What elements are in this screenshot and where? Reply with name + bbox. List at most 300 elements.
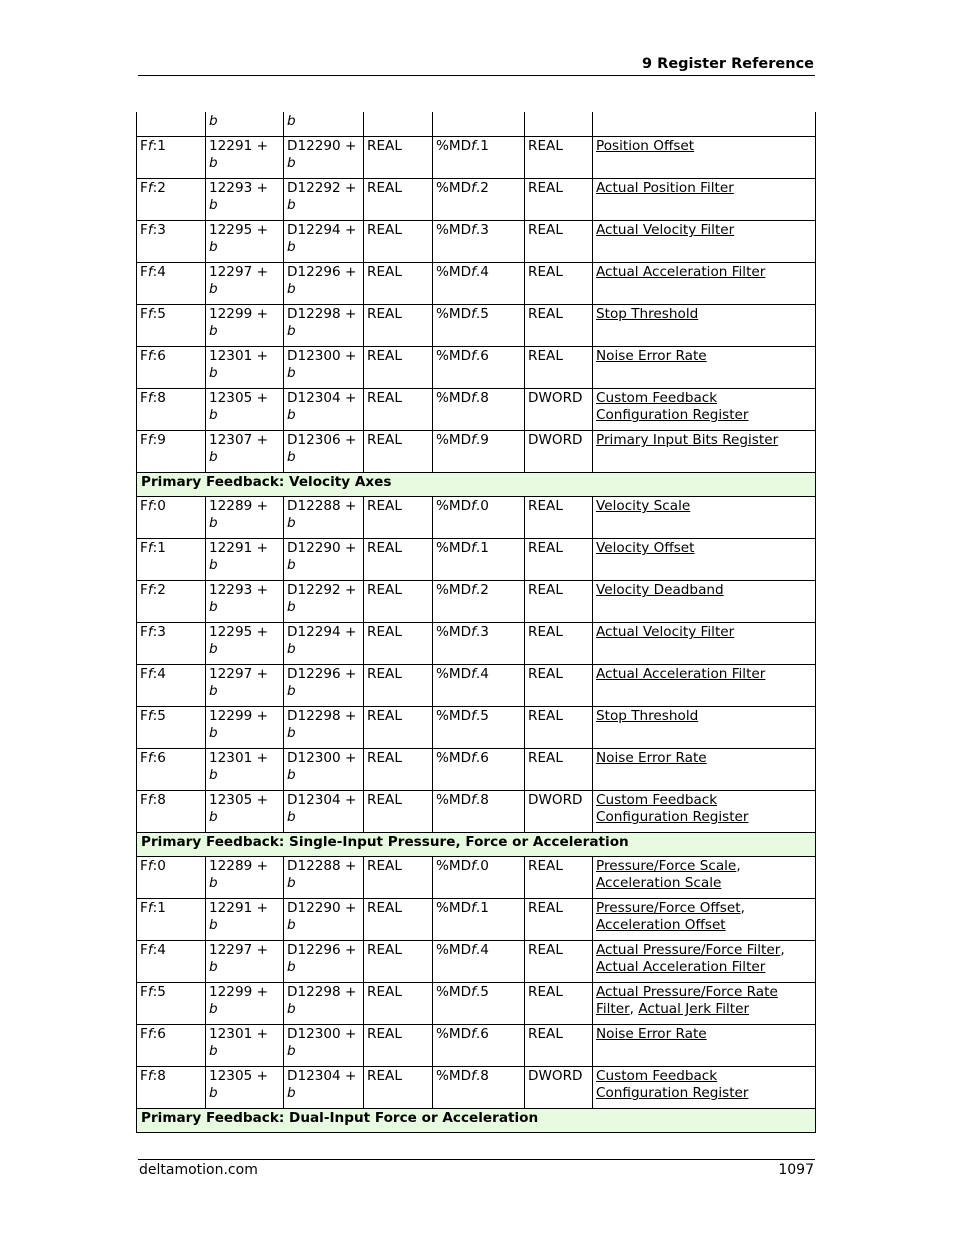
description-link[interactable]: Acceleration Scale [596,875,722,891]
cell-type2 [525,112,593,137]
description-link[interactable]: Primary Input Bits Register [596,432,779,448]
cell-register: Ff:3 [137,221,206,263]
cell-dregister [284,581,364,623]
address-value: 12299 + [209,708,268,724]
b-suffix: b [209,557,218,573]
b-suffix: b [287,323,296,339]
section-title: Primary Feedback: Velocity Axes [137,473,816,497]
cell-type [364,1025,433,1067]
type-value: REAL [367,624,402,640]
description-link[interactable]: Stop Threshold [596,708,699,724]
cell-type [364,305,433,347]
description-link[interactable]: Actual Acceleration Filter [596,666,766,682]
cell-md [433,941,525,983]
address-value: 12301 + [209,348,268,364]
md-prefix: %MD [436,306,472,322]
register-table-body [137,112,816,1133]
b-suffix: b [287,641,296,657]
cell-address [206,581,284,623]
md-prefix: %MD [436,624,472,640]
cell-register: Ff:0 [137,497,206,539]
dregister-value: D12304 + [287,792,357,808]
cell-md [433,305,525,347]
b-suffix: b [287,875,296,891]
register-prefix: F [140,264,148,280]
cell-address [206,749,284,791]
cell-md [433,389,525,431]
footer-site: deltamotion.com [139,1162,258,1178]
section-header-row [137,1109,816,1133]
register-index: 0 [157,498,166,514]
cell-description: Pressure/Force Scale, Acceleration Scale [593,857,816,899]
dregister-value: D12304 + [287,1068,357,1084]
md-suffix: .0 [475,858,489,874]
cell-dregister [284,497,364,539]
description-link[interactable]: Actual Velocity Filter [596,222,735,238]
cell-description [593,707,816,749]
table-row [137,263,816,305]
table-row [137,1025,816,1067]
register-index: 8 [157,792,166,808]
dregister-value: D12290 + [287,138,357,154]
register-italic-f: f [147,432,153,448]
register-italic-f: f [147,750,153,766]
md-f: f [471,1026,476,1042]
md-suffix: .1 [475,540,489,556]
register-index: 3 [157,624,166,640]
b-suffix: b [209,407,218,423]
description-link[interactable]: Actual Acceleration Filter [596,959,766,975]
b-suffix: b [209,1085,218,1101]
b-suffix: b [287,1085,296,1101]
description-link[interactable]: Actual Acceleration Filter [596,264,766,280]
cell-type2 [525,389,593,431]
register-prefix: F [140,432,148,448]
description-link[interactable]: Actual Pressure/Force Filter [596,942,781,958]
table-row [137,899,816,941]
type2-value: REAL [528,1026,563,1042]
md-suffix: .8 [475,1068,489,1084]
md-f: f [471,498,476,514]
description-link[interactable]: Custom Feedback Configuration Register [596,390,749,423]
b-suffix: b [209,599,218,615]
description-link[interactable]: Custom Feedback Configuration Register [596,792,749,825]
cell-type [364,389,433,431]
md-f: f [471,180,476,196]
register-prefix: F [140,666,148,682]
cell-dregister [284,539,364,581]
cell-description [593,137,816,179]
table-row [137,221,816,263]
md-suffix: .1 [475,138,489,154]
dregister-value: D12290 + [287,900,357,916]
type-value: REAL [367,138,402,154]
cell-type [364,665,433,707]
header-rule [138,75,815,76]
b-suffix: b [209,917,218,933]
type-value: REAL [367,708,402,724]
cell-register: Ff:6 [137,1025,206,1067]
description-link[interactable]: Actual Position Filter [596,180,734,196]
md-f: f [471,432,476,448]
cell-description [593,665,816,707]
cell-type [364,431,433,473]
type2-value: REAL [528,540,563,556]
cell-register: Ff:6 [137,347,206,389]
dregister-value: D12306 + [287,432,357,448]
md-suffix: .2 [475,582,489,598]
md-f: f [471,624,476,640]
b-suffix: b [287,959,296,975]
md-prefix: %MD [436,750,472,766]
cell-type2 [525,749,593,791]
cell-md [433,179,525,221]
md-prefix: %MD [436,666,472,682]
type-value: REAL [367,792,402,808]
type-value: REAL [367,180,402,196]
type-value: REAL [367,432,402,448]
b-suffix: b [287,365,296,381]
table-row [137,791,816,833]
cell-address [206,857,284,899]
description-link[interactable]: Noise Error Rate [596,750,707,766]
type-value: REAL [367,984,402,1000]
address-value: 12295 + [209,222,268,238]
b-suffix: b [287,515,296,531]
cell-dregister [284,221,364,263]
type2-value: REAL [528,666,563,682]
register-index: 5 [157,984,166,1000]
b-suffix: b [287,239,296,255]
cell-dregister [284,983,364,1025]
cell-md [433,581,525,623]
cell-md [433,497,525,539]
cell-address [206,899,284,941]
type-value: REAL [367,390,402,406]
cell-type [364,581,433,623]
md-f: f [471,348,476,364]
register-prefix: F [140,984,148,1000]
b-suffix: b [209,197,218,213]
cell-type2 [525,179,593,221]
md-f: f [471,264,476,280]
cell-type2 [525,983,593,1025]
b-suffix: b [209,323,218,339]
table-row [137,707,816,749]
register-index: 6 [157,348,166,364]
cell-type2 [525,1067,593,1109]
cell-address [206,941,284,983]
cell-register: Ff:1 [137,539,206,581]
cell-address [206,791,284,833]
table-row [137,431,816,473]
cell-dregister [284,347,364,389]
dregister-value: D12298 + [287,984,357,1000]
md-f: f [471,390,476,406]
b-suffix: b [209,725,218,741]
address-value: 12305 + [209,390,268,406]
register-prefix: F [140,942,148,958]
cell-type2 [525,305,593,347]
cell-type2 [525,431,593,473]
md-prefix: %MD [436,708,472,724]
cell-md [433,749,525,791]
cell-address [206,263,284,305]
cell-dregister [284,389,364,431]
cell-description [593,581,816,623]
description-link[interactable]: Stop Threshold [596,306,699,322]
b-suffix: b [287,449,296,465]
address-value: 12307 + [209,432,268,448]
cell-dregister [284,857,364,899]
register-prefix: F [140,390,148,406]
md-suffix: .5 [475,306,489,322]
cell-address [206,623,284,665]
cell-register [137,112,206,137]
register-prefix: F [140,708,148,724]
cell-dregister [284,941,364,983]
dregister-value: D12296 + [287,666,357,682]
b-suffix: b [209,449,218,465]
cell-description: Actual Pressure/Force Filter, Actual Acceleration Filter [593,941,816,983]
dregister-value: D12290 + [287,540,357,556]
cell-type [364,791,433,833]
cell-register: Ff:5 [137,983,206,1025]
description-link[interactable]: Noise Error Rate [596,1026,707,1042]
dregister-value: D12300 + [287,750,357,766]
cell-register: Ff:1 [137,899,206,941]
md-suffix: .3 [475,624,489,640]
cell-description [593,539,816,581]
cell-address [206,707,284,749]
register-prefix: F [140,540,148,556]
table-row [137,581,816,623]
register-index: 4 [157,942,166,958]
md-f: f [471,900,476,916]
cell-register: Ff:9 [137,431,206,473]
description-link[interactable]: Pressure/Force Offset [596,900,741,916]
cell-address [206,347,284,389]
cell-register: Ff:5 [137,707,206,749]
md-f: f [471,1068,476,1084]
cell-description [593,179,816,221]
type-value: REAL [367,1068,402,1084]
cell-dregister [284,1067,364,1109]
table-row [137,983,816,1025]
cell-address [206,1067,284,1109]
type2-value: REAL [528,222,563,238]
md-suffix: .4 [475,264,489,280]
table-row [137,749,816,791]
cell-type [364,749,433,791]
b-suffix: b [209,1043,218,1059]
md-f: f [471,222,476,238]
cell-type [364,539,433,581]
cell-description [593,305,816,347]
type-value: REAL [367,306,402,322]
description-link[interactable]: Actual Pressure/Force Rate Filter [596,984,778,1017]
type2-value: REAL [528,348,563,364]
dregister-value: D12294 + [287,624,357,640]
type-value: REAL [367,750,402,766]
address-value: 12295 + [209,624,268,640]
address-value: 12297 + [209,264,268,280]
register-index: 1 [157,900,166,916]
address-value: 12301 + [209,750,268,766]
register-italic-f: f [147,348,153,364]
register-prefix: F [140,138,148,154]
description-link[interactable]: Actual Velocity Filter [596,624,735,640]
description-link[interactable]: Position Offset [596,138,695,154]
type2-value: REAL [528,708,563,724]
type2-value: REAL [528,858,563,874]
cell-md [433,539,525,581]
register-italic-f: f [147,1026,153,1042]
type2-value: REAL [528,264,563,280]
md-prefix: %MD [436,942,472,958]
cell-address [206,665,284,707]
register-italic-f: f [147,540,153,556]
register-index: 8 [157,390,166,406]
description-link[interactable]: Actual Jerk Filter [638,1001,750,1017]
cell-type2 [525,623,593,665]
dregister-value: D12304 + [287,390,357,406]
md-f: f [471,750,476,766]
table-row [137,305,816,347]
description-link[interactable]: Pressure/Force Scale [596,858,737,874]
b-suffix: b [287,725,296,741]
type-value: REAL [367,1026,402,1042]
cell-md [433,623,525,665]
description-link[interactable]: Acceleration Offset [596,917,726,933]
register-prefix: F [140,792,148,808]
type2-value: REAL [528,180,563,196]
md-suffix: .3 [475,222,489,238]
cell-address [206,983,284,1025]
dregister-value: D12298 + [287,708,357,724]
cell-register: Ff:2 [137,581,206,623]
table-row [137,389,816,431]
register-italic-f: f [147,858,153,874]
cell-type2 [525,665,593,707]
cell-register: Ff:4 [137,665,206,707]
cell-register: Ff:3 [137,623,206,665]
description-link[interactable]: Velocity Deadband [596,582,724,598]
b-suffix: b [209,959,218,975]
type2-value: REAL [528,984,563,1000]
md-prefix: %MD [436,222,472,238]
cell-type2 [525,581,593,623]
type-value: REAL [367,498,402,514]
md-f: f [471,858,476,874]
cell-address [206,179,284,221]
register-italic-f: f [147,180,153,196]
type-value: REAL [367,900,402,916]
cell-register: Ff:6 [137,749,206,791]
cell-type [364,707,433,749]
register-prefix: F [140,750,148,766]
type-value: REAL [367,222,402,238]
address-value: 12305 + [209,1068,268,1084]
description-link[interactable]: Velocity Offset [596,540,695,556]
md-prefix: %MD [436,984,472,1000]
register-italic-f: f [147,792,153,808]
cell-address [206,305,284,347]
type2-value: DWORD [528,1068,583,1084]
b-suffix: b [287,917,296,933]
md-prefix: %MD [436,792,472,808]
b-suffix: b [287,683,296,699]
cell-address [206,431,284,473]
dregister-value: D12292 + [287,180,357,196]
register-italic-f: f [147,498,153,514]
md-f: f [471,540,476,556]
table-row [137,623,816,665]
cell-md [433,263,525,305]
b-suffix: b [209,281,218,297]
md-suffix: .5 [475,984,489,1000]
md-prefix: %MD [436,348,472,364]
table-row [137,665,816,707]
cell-description [593,791,816,833]
cell-register: Ff:0 [137,857,206,899]
md-prefix: %MD [436,900,472,916]
register-italic-f: f [147,666,153,682]
table-row [137,497,816,539]
register-index: 5 [157,708,166,724]
address-value: 12293 + [209,180,268,196]
md-suffix: .4 [475,942,489,958]
address-value: 12291 + [209,138,268,154]
cell-md [433,791,525,833]
cell-type2 [525,539,593,581]
table-row [137,857,816,899]
address-value: 12299 + [209,306,268,322]
b-suffix: b [287,1001,296,1017]
b-suffix: b [209,515,218,531]
description-link[interactable]: Noise Error Rate [596,348,707,364]
cell-type [364,941,433,983]
register-prefix: F [140,1068,148,1084]
md-suffix: .8 [475,792,489,808]
md-suffix: .1 [475,900,489,916]
section-title: Primary Feedback: Dual-Input Force or Acceleration [137,1109,816,1133]
cell-md [433,1025,525,1067]
type2-value: REAL [528,900,563,916]
cell-description: Actual Pressure/Force Rate Filter, Actual Jerk Filter [593,983,816,1025]
b-suffix: b [209,365,218,381]
md-f: f [471,666,476,682]
dregister-value: D12300 + [287,1026,357,1042]
description-link[interactable]: Custom Feedback Configuration Register [596,1068,749,1101]
register-index: 1 [157,540,166,556]
dregister-value: D12288 + [287,498,357,514]
table-row [137,347,816,389]
b-suffix: b [287,155,296,171]
cell-description [593,221,816,263]
description-link[interactable]: Velocity Scale [596,498,691,514]
register-index: 4 [157,666,166,682]
b-suffix: b [287,407,296,423]
cell-address [206,497,284,539]
cell-description [593,749,816,791]
cell-type2 [525,791,593,833]
address-value: 12289 + [209,498,268,514]
register-italic-f: f [147,1068,153,1084]
b-suffix: b [287,197,296,213]
md-prefix: %MD [436,582,472,598]
register-index: 5 [157,306,166,322]
